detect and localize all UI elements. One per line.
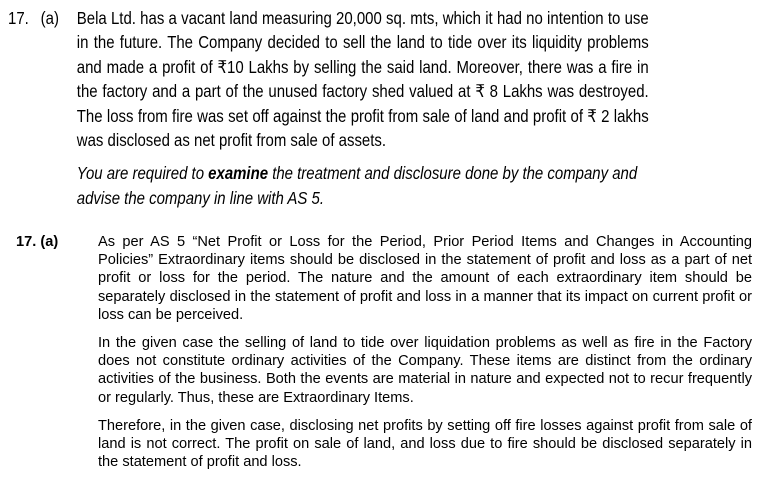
- answer-paragraph-1: As per AS 5 “Net Profit or Loss for the Period, Prior Period Items and Changes in Accounting Policies” Extraordinary items should be disclosed in the statement of profit and loss as a part of net profit or loss for the period. The nature and the amount of each extraordinary item should be separately disclosed in the statement of profit and loss in a manner that its impact on current profit or loss can be perceived.: [98, 234, 752, 323]
- question-text: Bela Ltd. has a vacant land measuring 20,000 sq. mts, which it had no intention to use in the future. The Company decided to sell the land to tide over its liquidity problems and made a profit of ₹10 Lakhs by selling the said land. Moreover, there was a fire in the factory and a part of the unused factory shed valued at ₹ 8 Lakhs was destroyed. The loss from fire was set off against the profit from sale of land and profit of ₹ 2 lakhs was disclosed as net profit from sale of assets.: [76, 8, 649, 151]
- question-body: [77, 6, 649, 210]
- question-number: 17.: [8, 8, 29, 28]
- instruction-prefix: You are required to: [76, 163, 209, 184]
- answer-body: [98, 233, 752, 471]
- instruction-suffix: the treatment and disclosure done by the company and advise the company in line with AS 5.: [76, 163, 638, 208]
- question-part: (a): [40, 8, 59, 28]
- question-instruction: [77, 161, 649, 210]
- answer-label: 17. (a): [16, 234, 59, 250]
- question-17a: [8, 6, 649, 210]
- instruction-keyword: examine: [208, 163, 269, 184]
- answer-paragraph-3: Therefore, in the given case, disclosing net profits by setting off fire losses against profit from sale of land is not correct. The profit on sale of land, and loss due to fire should be disclosed separately in the statement of profit and loss.: [98, 417, 752, 471]
- answer-row: [16, 233, 756, 471]
- answer-17a: [16, 233, 756, 471]
- answer-paragraph-2: In the given case the selling of land to tide over liquidation problems as well as fire in the Factory does not constitute ordinary activities of the Company. These items are distinct from the ordinary activities of the business. Both the events are material in nature and expected not to recur frequently or regularly. Thus, these are Extraordinary Items.: [98, 335, 752, 406]
- question-row: [8, 6, 649, 210]
